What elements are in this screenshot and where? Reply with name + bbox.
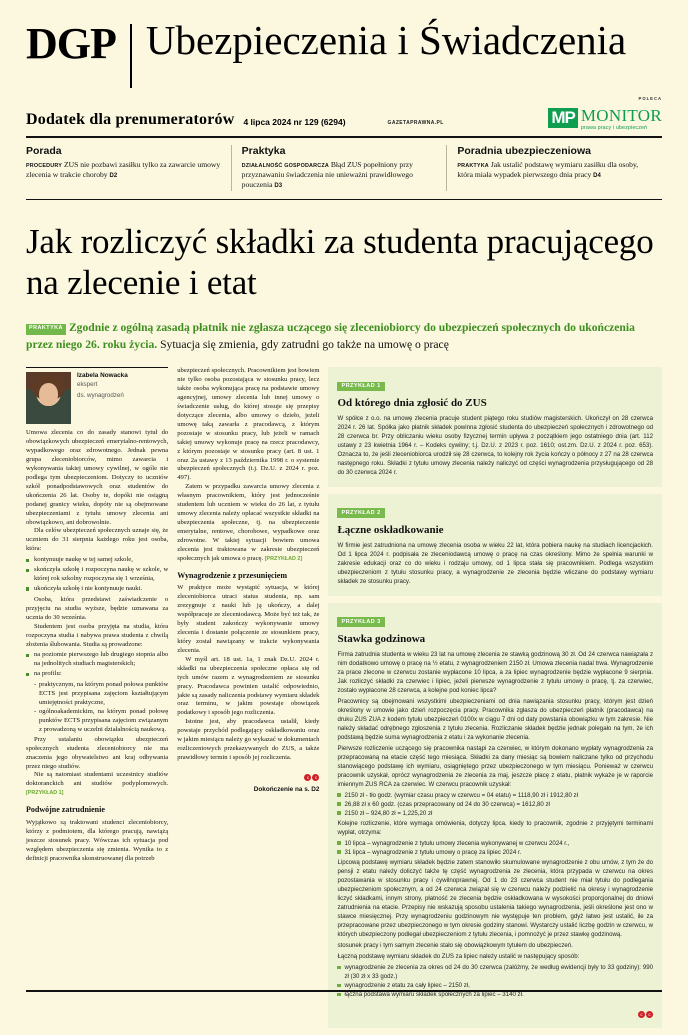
teaser-heading: Poradnia ubezpieczeniowa — [457, 145, 591, 157]
teaser-heading: Praktyka — [241, 145, 286, 157]
example-tag: PRZYKŁAD 2 — [337, 508, 384, 518]
paragraph: Lipcową podstawę wymiaru składek będzie zatem stanowiło skumulowane wynagrodzenie z obu umów, z tym że do pensji z etatu należy doliczyć także tę część wynagrodzenia ze zlecenia, która przypada w czerwcu na okres pozostawania w stosunku pracy i cywilnoprawnej. Od 1 do 23 czerwca student nie miał tytułu do podlegania ubezpieczeniom społecznym, a od 24 czerwca związał się w czerwcu należy podzielić na okresy i wynagrodzenie liczyć składkami, innym strony, płatność ze zlecenia będzie oskładkowana w wysokości proporcjonalnej do dniowi zatrudnienia na etacie. Przepisy nie wskazują sposobu ustalenia takiego wynagrodzenia, jeśli określone jest ono w stawce miesięcznej. Przy wynagrodzeniu godzinowym nie występuje ten problem, gdyż łatwo jest ustalić, ile za przepracowane przez ubezpieczonego w tym okresie godziny stanowi. Wystarczy ustalić liczbę godzin w czerwcu, w których ubezpieczony podlegał ubezpieczeniom z tytułu zlecenia, i pomnożyć je przez stawkę godzinową. — [337, 859, 653, 939]
paragraph: Studentem jest osoba przyjęta na studia, która rozpoczyna studia i nabywa prawa studenta z chwilą złożenia ślubowania. Studia są prowadzone: — [26, 622, 169, 648]
teaser-item[interactable] — [446, 145, 662, 191]
paragraph — [26, 771, 168, 798]
list-item: ukończyła szkołę i nie kontynuuje nauki. — [26, 585, 168, 594]
list-item: łączna podstawa wymiaru składek społecznych za lipiec – 3140 zł. — [337, 990, 653, 999]
paragraph: Pierwsze rozliczenie uczącego się pracownika nastąpi za czerwiec, w którym dokonano wypłaty wynagrodzenia za przepracowaną na etacie część tego miesiąca. Składki za dany miesiąc są bowiem naliczane tylko od przychodu stanowiącego podstawę ich wymiaru, osiągniętego przez ubezpieczonego w tym miesiącu. Ponieważ w czerwcu pracownik uzyskał, oprócz wynagrodzenia ze zlecenia za maj, jeszcze płacę z etatu, płatnik wykaże je w raporcie imiennym ZUS RCA za czerwiec. W czerwcu pracownik uzyskał: — [337, 745, 653, 789]
paragraph: Przy ustalaniu obowiązku ubezpieczeń społecznych studenta zleceniobiorcy nie ma znaczenia jego obywatelstwo ani kraj odbywania przez niego studiów. — [26, 735, 169, 770]
teaser-text: Jak ustalić podstawę wymiaru zasiłku dla osoby, która miała wypadek pierwszego dnia pracy — [457, 160, 639, 180]
author-role-2: ds. wynagrodzeń — [77, 392, 124, 400]
page-title: Jak rozliczyć składki za studenta pracującego na zlecenie i etat — [26, 222, 654, 302]
author-role-1: ekspert — [77, 381, 98, 389]
teaser-heading: Porada — [26, 145, 62, 157]
paragraph: Wyjątkowo są traktowani studenci zleceniobiorcy, którzy z podmiotem, dla którego pracują, nawiążą jeszcze stosunek pracy. Wówczas ich sytuacja pod względem ubezpieczenia się zmienia. Wynika to z definicji pracownika skonstruowanej dla potrzeb — [26, 819, 169, 862]
paragraph: W spółce z o.o. na umowę zlecenia pracuje student piątego roku studiów magisterskich. Ukończył on 28 czerwca 2024 r. 26 lat. Spółka jako płatnik składek powinna zgłosić studenta do ubezpieczeń społecznych i zdrowotnego od 28 czerwca br. Przy obliczaniu wieku osoby fizycznej termin upływa z początkiem jego ostatniego dnia (art. 112 ustawy z 23 kwietnia 1964 r. – Kodeks cywilny; t.j. Dz.U. z 2023 r. poz. 1610; ost.zm. Dz.U. z 2024 r. poz. 653). Oznacza to, że jeśli zleceniobiorca urodził się 28 czerwca, to kolejny rok życia kończy o północy z 27 na 28 czerwca następnego roku. Składki z tytułu umowy zlecenia należy naliczyć od części wynagrodzenia przysługującego od 28 do 30 czerwca 2024 r. — [337, 415, 653, 477]
teaser-page: D4 — [593, 173, 601, 180]
continuation-note: Dokończenie na s. D2 — [253, 785, 320, 793]
paragraph: ubezpieczeń społecznych. Pracownikiem jest bowiem nie tylko osoba pozostająca w stosunku pracy, lecz także osoba wykonująca pracę na podstawie umowy agencyjnej, umowy zlecenia lub innej umowy o świadczenie usług, do której stosuje się przepisy dotyczące zlecenia, albo umowy o dzieło, jeżeli umowę taką zawarła z pracodawcą, z którym pozostaje w stosunku pracy, lub jeżeli w ramach takiej umowy wykonuje pracę na rzecz pracodawcy, z którym pozostaje w stosunku pracy (art. 8 ust. 1 oraz 2a ustawy z 13 października 1998 r. o systemie ubezpieczeń społecznych (t.j. Dz.U. z 2024 r. poz. 497). — [177, 367, 320, 482]
paragraph: W myśl art. 18 ust. 1a, 1 znak Dz.U. 2024 r. składki na ubezpieczenia społeczne opłaca się od tych umów razem z wynagrodzeniem ze stosunku pracy. Pracodawca powinien ustalić odpowiednio, jakie są zasady naliczenia podstawy wymiaru składek oraz terminu, w jakim powstaje obowiązek podatkowy i sposób jego rozliczenia. — [177, 655, 320, 717]
list-item: wynagrodzenie ze zlecenia za okres od 24 do 30 czerwca (załóżmy, że według ewidencji były to 33 godziny): 990 zł (30 zł x 33 godz.) — [337, 963, 653, 981]
teaser-body — [457, 160, 652, 181]
column-two-footer — [177, 765, 319, 783]
paragraph: Umowa zlecenia co do zasady stanowi tytuł do obowiązkowych ubezpieczeń emerytalno-rentowych, wypadkowego oraz zdrowotnego. Jednak pewna grupa zleceniobiorców, mimo zawarcia i wykonywania takiej umowy cywilnej, w ogóle nie podlega tym ubezpieczeniom. Dotyczy to uczniów szkół ponadpodstawowych oraz studentów do ukończenia 26 lat. Osoby te, dopóki nie osiągną podanej granicy wieku, dopóty nie są obejmowane ubezpieczeniami z tytułu umowy zlecenia ani obowiązkowo, ani dobrowolnie. — [26, 429, 169, 526]
example-ref[interactable]: [PRZYKŁAD 1] — [26, 790, 64, 797]
list-item: 2150 zł – 924,80 zł = 1,225,20 zł — [337, 809, 653, 818]
column-one-body — [26, 429, 168, 863]
teaser-text: ZUS nie pozbawi zasiłku tylko za zawarcie umowy zlecenia w trakcie choroby — [26, 160, 221, 180]
paragraph: Osoba, która przedstawi zaświadczenie o przyjęciu na studia wyższe, będzie uznawana za ucznia do 30 września. — [26, 595, 169, 621]
example-heading: Łączne oskładkowanie — [337, 524, 444, 537]
paragraph: Kolejne rozliczenie, które wymaga omówienia, dotyczy lipca, kiedy to pracownik, zgodnie z przyjętymi terminami wypłat, otrzyma: — [337, 820, 653, 837]
bullet-list — [26, 556, 168, 594]
list-item: na poziomie pierwszego lub drugiego stopnia albo na jednolitych studiach magisterskich; — [26, 651, 168, 669]
avatar — [26, 372, 71, 424]
example-body — [337, 650, 653, 1000]
example-body — [337, 414, 653, 477]
creative-commons-icon: c c — [303, 765, 319, 783]
monitor-tagline: prawa pracy i ubezpieczeń — [580, 125, 648, 131]
paragraph: W firmie jest zatrudniona na umowę zlecenia osoba w wieku 22 lat, która pobiera naukę na studiach licencjackich. Od 1 lipca 2024 r. podpisała ze zleceniodawcą umowę o pracę na czas określony. Mimo że spełnia warunki w zakresie edukacji oraz co do wieku i rodzaju umowy, od 1 lipca stała się pracownikiem. Podlega wszystkim ubezpieczeniom z tytułu stosunku pracy, a wynagrodzenie ze zlecenia będzie wliczane do podstawy wymiaru składek ze stosunku pracy. — [337, 542, 653, 586]
subheading: Wynagrodzenie z przesunięciem — [177, 570, 287, 580]
bullet-list — [337, 791, 653, 818]
site-url: GAZETAPRAWNA.PL — [387, 120, 444, 126]
list-item: 2150 zł - tło godz. (wymiar czasu pracy w czerwcu = 04 etatu) = 1118,90 zł i 1912,80 zł — [337, 791, 653, 800]
teaser-text: Błąd ZUS popełniony przy przyznawaniu świadczenia nie unieważni prawidłowego pouczenia — [241, 160, 413, 190]
example-body — [337, 541, 653, 586]
paragraph: Łączną podstawę wymiaru składek do ZUS za lipiec należy ustalić w następujący sposób: — [337, 953, 580, 961]
list-item: na profilu: — [26, 670, 168, 679]
subheading: Podwójne zatrudnienie — [26, 805, 105, 815]
teaser-kicker: DZIAŁALNOŚĆ GOSPODARCZA — [241, 163, 329, 169]
list-item: - praktycznym, na którym ponad połowa punktów ECTS jest przypisana zajęciom kształtującym umiejętności praktyczne, — [34, 681, 168, 708]
list-item: 31 lipca – wynagrodzenie z tytułu umowy o pracę za lipiec 2024 r. — [337, 848, 653, 857]
paragraph: Pracownicy są obejmowani wszystkimi ubezpieczeniami od dnia nawiązania stosunku pracy, którym jest dzień określony w umowie jako dzień rozpoczęcia pracy. Pracownika zgłasza do ubezpieczeń płatnik (pracodawca) na druku ZUS ZUA z kodem tytułu ubezpieczeń 0100x w ciągu 7 dni od daty powstania obowiązku w tym zakresie. Nie należy składać odrębnego zgłoszenia z tytułu zlecenia. Rozliczanie składek będzie jednak polegało na tym, że ich podstawą będzie suma wynagrodzenia z etatu i za wykonanie zlecenia. — [337, 698, 653, 742]
bullet-list — [337, 839, 653, 857]
masthead-brand: DGP — [26, 19, 116, 68]
lead-tag: PRAKTYKA — [26, 324, 66, 335]
lead-green: Zgodnie z ogólną zasadą płatnik nie zgłasza uczącego się zleceniobiorcy do ubezpieczeń społecznych do ukończenia przez niego 26. roku życia. — [26, 321, 635, 351]
poleca-label: POLECA — [638, 96, 662, 101]
mp-mark-icon: MP — [548, 108, 578, 128]
masthead-divider — [130, 24, 132, 88]
example-heading: Stawka godzinowa — [337, 632, 426, 645]
example-heading: Od którego dnia zgłosić do ZUS — [337, 397, 487, 410]
author-name: Izabela Nowacka — [77, 372, 128, 380]
bullet-list — [26, 651, 168, 679]
column-one — [26, 367, 168, 1034]
paragraph: Dla celów ubezpieczeń społecznych uznaje się, że uczniem do 31 sierpnia każdego roku jest osoba, która: — [26, 527, 169, 553]
teaser-body — [26, 160, 221, 181]
paragraph — [177, 483, 319, 563]
paragraph-text: Zatem w przypadku zawarcia umowy zlecenia z własnym pracownikiem, który jest jednocześnie studentem lub uczniem w wieku do 26 lat, z tytułu umowy zlecenia należy opłacać wszystkie składki na ubezpieczenia społeczne, tj. na ubezpieczenie emerytalne, rentowe, chorobowe, wypadkowe oraz zdrowotne. W takiej sytuacji bowiem umowa zlecenia jest traktowana w zakresie ubezpieczeń społecznych jak umowa o pracę. — [177, 483, 320, 562]
list-item: wynagrodzenie z etatu za cały lipiec – 2150 zł, — [337, 981, 653, 990]
masthead — [26, 0, 662, 88]
lead-black: Sytuacja się zmienia, gdy zatrudni go także na umowę o pracę — [157, 337, 449, 351]
example-box — [328, 367, 662, 487]
article-columns — [26, 367, 662, 1034]
monitor-wordmark: MONITOR — [580, 106, 662, 125]
paragraph: W praktyce może wystąpić sytuacja, w której zleceniobiorca utraci status studenta, np. sam zrezygnuje z nauki lub ją ukończy, a dalej współpracuje ze zleceniodawcą. Może być też tak, że były student zakończy wykonywanie umowy zlecenia i dostanie połączenie ze stosunkiem pracy, który został nawiązany w trakcie wykonywania zlecenia. — [177, 584, 320, 654]
bullet-list — [337, 963, 653, 999]
column-two-body — [177, 367, 319, 763]
paragraph-text: Nie są natomiast studentami uczestnicy studiów doktoranckich ani studiów podyplomowych. — [26, 771, 169, 788]
creative-commons-icon: c c — [637, 1002, 653, 1020]
paragraph: Firma zatrudnia studenta w wieku 23 lat na umowę zlecenia ze stawką godzinową 30 zł. Od 24 czerwca nawiązała z nim dodatkowo umowę o pracę na ½ etatu, z wynagrodzeniem 2150 zł. Umowa zlecenia nadal trwa. Wynagrodzenie za prace zlecone w czerwcu zostanie wypłacone 10 lipca, a za lipiec wynagrodzenie będzie wypłacone 9 sierpnia. Jak rozliczyć składki za czerwiec i lipiec, jeżeli pierwsze wynagrodzenie z tytułu umowy o pracę, tj. za czerwiec, zostało wypłacone 28 czerwca, a kolejne pod koniec lipca? — [337, 650, 653, 694]
example-box — [328, 494, 662, 596]
list-item: 10 lipca – wynagrodzenie z tytułu umowy zlecenia wykonywanej w czerwcu 2024 r., — [337, 839, 653, 848]
list-item: - ogólnoakademickim, na którym ponad połowę punktów ECTS przypisana zajęciom związanym z prowadzoną w uczelni działalnością naukową. — [34, 708, 168, 735]
supplement-label: Dodatek dla prenumeratorów — [26, 111, 235, 128]
teaser-rule — [26, 199, 662, 200]
masthead-subbar — [26, 96, 662, 131]
column-two — [177, 367, 319, 1034]
example-ref[interactable]: [PRZYKŁAD 2] — [264, 555, 303, 562]
paragraph: stosunek pracy i tym samym zlecenie stało się obowiązkowym tytułem do ubezpieczeń. — [337, 942, 573, 950]
lead-paragraph — [26, 320, 662, 353]
teaser-body — [242, 160, 437, 191]
teaser-kicker: PROCEDURY — [26, 163, 63, 169]
author-box — [26, 367, 168, 424]
example-tag: PRZYKŁAD 3 — [337, 617, 384, 627]
teaser-bar — [26, 138, 662, 199]
bottom-rule — [26, 990, 662, 992]
teaser-item[interactable] — [231, 145, 447, 191]
teaser-page: D2 — [109, 173, 118, 180]
paragraph: Istotne jest, aby pracodawca ustalił, kiedy powstaje przychód podlegający oskładkowaniu oraz w jakim miesiącu należy go wykazać w dokumentach rozliczeniowych przekazywanych do ZUS, a także prawidłowy termin i sposób jej rozliczenia. — [177, 718, 320, 761]
example-box — [328, 603, 662, 1027]
examples-column — [328, 367, 662, 1034]
list-item: kontynuuje naukę w tej samej szkole, — [26, 556, 168, 565]
teaser-item[interactable] — [26, 145, 231, 191]
list-item: skończyła szkołę i rozpoczyna naukę w szkole, w której rok szkolny rozpoczyna się 1 września, — [26, 566, 168, 584]
dash-list — [26, 681, 168, 735]
list-item: 26,88 zł x 60 godz. (czas przepracowany od 24 do 30 czerwca) = 1612,80 zł — [337, 800, 653, 809]
issue-date: 4 lipca 2024 nr 129 (6294) — [243, 117, 346, 127]
example-tag: PRZYKŁAD 1 — [337, 382, 384, 392]
teaser-page: D3 — [274, 183, 283, 190]
masthead-title: Ubezpieczenia i Świadczenia — [145, 17, 627, 63]
monitor-logo — [548, 96, 662, 131]
teaser-kicker: PRAKTYKA — [457, 163, 489, 169]
